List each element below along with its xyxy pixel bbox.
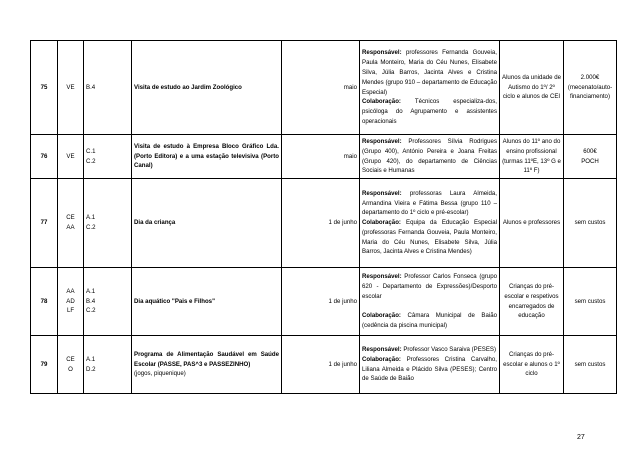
table-row	[31, 135, 617, 179]
target-public-line: Alunos do 11º ano do	[502, 137, 561, 145]
activity-date	[282, 41, 360, 135]
objective-codes	[84, 336, 132, 394]
target-public-line: ciclo	[525, 370, 538, 378]
activity-type-codes	[58, 336, 84, 394]
collaboration-label: Colaboração:	[362, 312, 401, 320]
activity-title	[132, 179, 282, 268]
objective-code: C.2	[86, 224, 96, 231]
activity-title-text: Dia da criança	[134, 219, 176, 227]
activity-title	[132, 336, 282, 394]
collaboration-text: Câmara Municipal de Baião (cedência da piscina municipal)	[362, 312, 498, 330]
activity-type-codes	[58, 179, 84, 268]
objective-code: A.1	[86, 214, 96, 222]
objective-code: D.2	[86, 365, 96, 373]
type-code: LF	[66, 307, 75, 315]
activity-title	[132, 268, 282, 336]
activity-number	[31, 135, 58, 179]
objective-code: B.4	[86, 297, 96, 305]
responsible-label: Responsável:	[362, 345, 402, 353]
responsible-text: Professores Sílvia Rodrigues (Grupo 400), António Pereira e Joana Freitas (Grupo 420), do departamento de Ciências Sociais e Humanas	[362, 137, 497, 175]
objective-codes	[84, 135, 132, 179]
responsible-label: Responsável:	[362, 189, 402, 197]
target-public	[500, 179, 564, 268]
activity-date	[282, 179, 360, 268]
collaboration-label: Colaboração:	[362, 98, 401, 106]
activity-cost	[564, 179, 617, 268]
target-public-line: (turmas 11ºE, 13º G e	[502, 157, 561, 165]
type-code: AD	[66, 297, 75, 305]
activity-number-text: 75	[40, 83, 48, 91]
type-code: AA	[66, 287, 75, 295]
activity-date-text: maio	[343, 83, 357, 91]
objective-codes	[84, 41, 132, 135]
objective-codes	[84, 179, 132, 268]
target-public-line: Crianças do pré-	[508, 350, 555, 358]
activity-cost	[564, 268, 617, 336]
table-row	[31, 41, 617, 135]
collaboration-text: Equipa da Educação Especial (professoras Fernanda Gouveia, Paula Monteiro, Maria do Céu Nunes, Elisabete Silva, Júlia Barros, Jacinta Alves e Cristina Mendes)	[362, 219, 497, 256]
responsible-label: Responsável:	[362, 49, 402, 57]
type-code: CE	[66, 214, 75, 222]
responsible-cell	[360, 268, 500, 336]
activity-type-codes	[58, 268, 84, 336]
collaboration-label: Colaboração:	[362, 355, 401, 363]
activity-number	[31, 336, 58, 394]
collaboration-text: Técnicos especializa-dos, psicóloga do Agrupamento e assistentes operacionais	[362, 98, 497, 125]
responsible-cell	[360, 135, 500, 179]
collaboration-label: Colaboração:	[362, 219, 401, 227]
type-code: VE	[66, 83, 75, 91]
target-public-line: Autismo do 1º/ 2º	[508, 83, 555, 91]
activity-date-text: 1 de junho	[328, 297, 357, 305]
activity-number	[31, 268, 58, 336]
target-public-line: Alunos e professores	[502, 219, 561, 227]
responsible-text: Professor Vasco Saraiva (PESES)	[403, 345, 497, 353]
table-row	[31, 336, 617, 394]
target-public	[500, 135, 564, 179]
cost-line: financiamento)	[570, 93, 610, 101]
activity-number-text: 76	[40, 152, 48, 160]
objective-code: A.1	[86, 287, 96, 295]
collaboration-text: Professores Cristina Carvalho, Liliana Almeida e Plácido Silva (PESES); Centro de Saúde de Baião	[362, 355, 497, 383]
activity-title-text: Visita de estudo ao Jardim Zoológico	[134, 83, 242, 91]
type-code: O	[68, 365, 73, 373]
objective-code: C.1	[86, 147, 96, 155]
activity-date	[282, 268, 360, 336]
target-public-line: Crianças do pré-	[508, 282, 555, 290]
activity-date-text: 1 de junho	[328, 360, 357, 368]
cost-line: 600€	[583, 147, 597, 155]
table-row	[31, 179, 617, 268]
type-code: AA	[66, 224, 75, 231]
target-public	[500, 268, 564, 336]
responsible-text: Professor Carlos Fonseca (grupo 620 - Departamento de Expressões)/Desporto escolar	[362, 273, 497, 300]
activity-detail: (jogos, piquenique)	[134, 370, 186, 378]
table-row	[31, 268, 617, 336]
activity-number-text: 78	[40, 297, 48, 305]
activity-number	[31, 179, 58, 268]
target-public-line: ensino profissional	[506, 147, 557, 155]
activity-title	[132, 135, 282, 179]
activity-title	[132, 41, 282, 135]
responsible-cell	[360, 179, 500, 268]
activity-title-text: Dia aquático "Pais e Filhos"	[134, 297, 215, 305]
responsible-label: Responsável:	[362, 273, 402, 281]
activity-type-codes	[58, 135, 84, 179]
activity-number	[31, 41, 58, 135]
cost-line: sem custos	[574, 297, 606, 305]
responsible-text: professores Fernanda Gouveia, Paula Monteiro, Maria do Céu Nunes, Elisabete Silva, Júlia Barros, Jacinta Alves e Cristina Mendes (grupo 910 – departamento de Educação Especial)	[362, 49, 497, 96]
target-public-line: 11º F)	[523, 167, 540, 175]
cost-line: 2.000€	[580, 73, 600, 81]
activity-type-codes	[58, 41, 84, 135]
type-code: CE	[66, 355, 75, 363]
target-public-line: ciclo e alunos de CEI	[502, 93, 561, 101]
responsible-cell	[360, 41, 500, 135]
target-public	[500, 336, 564, 394]
target-public-line: encarregados de	[508, 302, 555, 310]
activity-title-text: Programa de Alimentação Saudável em Saúde Escolar (PASSE, PAS^3 e PASSEZINHO)	[134, 350, 279, 368]
target-public	[500, 41, 564, 135]
activity-number-text: 79	[40, 360, 48, 368]
cost-line: (mecenato/auto-	[567, 83, 613, 91]
cost-line: sem custos	[574, 360, 606, 368]
objective-code: C.2	[86, 157, 96, 165]
objective-code: A.1	[86, 355, 96, 363]
cost-line: POCH	[581, 157, 599, 165]
responsible-cell	[360, 336, 500, 394]
activity-date	[282, 135, 360, 179]
cost-line: sem custos	[574, 219, 606, 227]
activity-date-text: 1 de junho	[328, 219, 357, 227]
target-public-line: Alunos da unidade de	[502, 73, 561, 81]
activity-cost	[564, 135, 617, 179]
activity-cost	[564, 41, 617, 135]
target-public-line: escolar e alunos o 1º	[503, 360, 560, 368]
responsible-text: professoras Laura Almeida, Armandina Vieira e Fátima Bessa (grupo 110 – departamento do 1º ciclo e pré-escolar)	[362, 189, 497, 217]
target-public-line: escolar e respetivos	[504, 292, 559, 300]
target-public-line: educação	[518, 312, 545, 320]
activity-cost	[564, 336, 617, 394]
page-number: 27	[577, 434, 585, 441]
activity-date-text: maio	[343, 152, 357, 160]
type-code: VE	[66, 152, 75, 160]
activity-title-text: Visita de estudo à Empresa Bloco Gráfico Lda. (Porto Editora) e a uma estação televisiva (Porto Canal)	[134, 142, 279, 170]
objective-codes	[84, 268, 132, 336]
responsible-label: Responsável:	[362, 137, 402, 145]
activity-date	[282, 336, 360, 394]
objective-code: B.4	[86, 83, 96, 91]
activity-number-text: 77	[40, 219, 48, 227]
activities-table	[30, 40, 617, 394]
objective-code: C.2	[86, 307, 96, 315]
